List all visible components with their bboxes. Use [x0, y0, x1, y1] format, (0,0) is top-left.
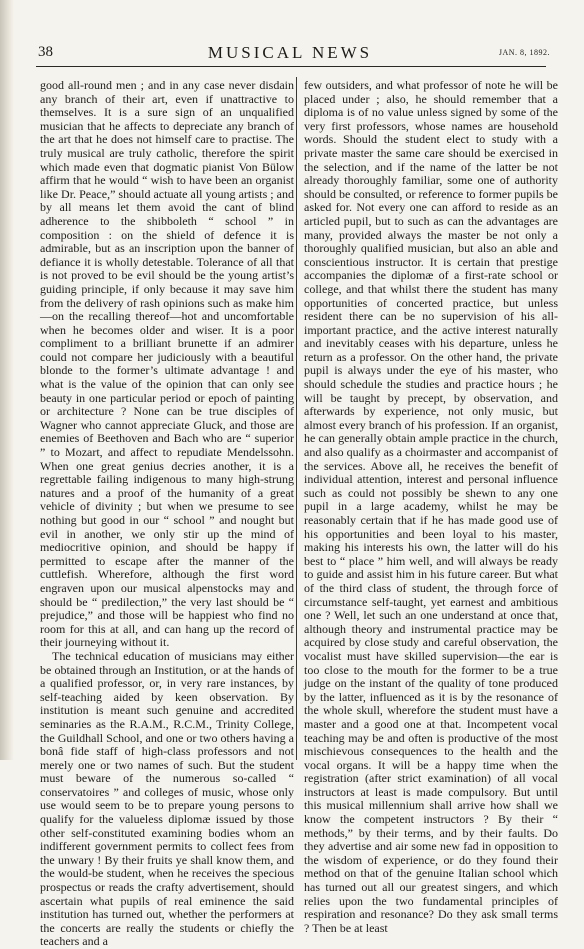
page-number: 38: [38, 44, 53, 60]
left-paragraph-2: The technical education of musicians may either be obtained through an Institution, or at the hands of a qualified professor, or, in very rare instances, by self-teaching aided by keen observation. By institution is meant such genuine and accredited seminaries as the R.A.M., R.C.M., Trinity College, the Guildhall School, and one or two others having a bonâ fide staff of high-class professors and not merely one or two names of such. But the student must beware of the numerous so-called “ conservatoires ” and colleges of music, whose only use would seem to be to prepare young persons to qualify for the valueless diplomæ issued by those other self-constituted examining bodies whom an indifferent government permits to collect fees from the unwary ! By their fruits ye shall know them, and the would-be student, when he receives the specious prospectus or reads the crafty advertisement, should ascertain what pupils of real eminence the said institution has turned out, whether the performers at the concerts are really the students or chiefly the teachers and a: [40, 648, 294, 949]
right-column: [304, 78, 558, 935]
left-column: [40, 78, 294, 949]
issue-date: JAN. 8, 1892.: [498, 48, 550, 57]
page-header: [30, 42, 550, 66]
running-title: MUSICAL NEWS: [207, 43, 373, 62]
binding-spine-shadow: [0, 0, 14, 760]
left-paragraph-1: good all-round men ; and in any case never disdain any branch of their art, even if unattractive to themselves. It is a sure sign of an unqualified musician that he affects to depreciate any branch of the art that he does not himself care to practise. The truly musical are truly catholic, therefore the spirit which made even that dogmatic pianist Von Bülow affirm that he would “ wish to have been an organist like Dr. Peace,” should actuate all young artists ; and by all means let them avoid the cant of blind adherence to the shibboleth “ school ” in composition : on the shield of defence it is admirable, but as an inscription upon the banner of defiance it is wholly detestable. Tolerance of all that is not proved to be evil should be the young artist’s guiding principle, if only because it may save him from the delivery of rash opinions such as make him—on the recalling thereof—hot and uncomfortable when he becomes older and wiser. It is a poor compliment to a brilliant brunette if an admirer could not compare her judiciously with a beautiful blonde to the former’s ultimate advantage ! and what is the value of the opinion that can only see beauty in one particular period or epoch of painting or architecture ? None can be true disciples of Wagner who cannot appreciate Gluck, and those are enemies of Beethoven and Bach who are “ superior ” to Mozart, and affect to repudiate Mendelssohn. When one great genius decries another, it is a regrettable failing indigenous to many high-strung natures and a proof of the humanity of a great vehicle of divinity ; but when we presume to see nothing but good in our “ school ” and nought but evil in another, we only stir up the mind of mediocritive opinion, and should be happy if permitted to escape after the manner of the cuttlefish. Wherefore, although the first word engraven upon our musical alpenstocks may and should be “ predilection,” the very last should be “ prejudice,” and those will be happiest who find no room for this at all, and can hang up the record of their journeying without it.: [40, 78, 294, 650]
column-divider: [296, 77, 297, 760]
header-rule: [36, 66, 546, 67]
right-paragraph-1: few outsiders, and what professor of note he will be placed under ; also, he should remember that a diploma is of no value unless signed by some of the very first professors, whose names are household words. Should the student elect to study with a private master the same care should be exercised in the selection, and if the name of the latter be not already thoroughly familiar, some one of authority should be consulted, or reference to former pupils be asked for. Not every one can afford to reside as an articled pupil, but to such as can the advantages are many, provided always the master be not only a thoroughly qualified musician, but also an able and conscientious instructor. It is certain that prestige accompanies the diplomæ of a first-rate school or college, and that whilst there the student has many opportunities of concerted practice, but unless resident there can be no supervision of his all-important practice, and the active interest naturally and inevitably ceases with his departure, unless he return as a professor. On the other hand, the private pupil is always under the eye of his master, who should schedule the studies and practice hours ; he will be taught by precept, by observation, and afterwards by experience, not only music, but almost every branch of his profession. If an organist, he can generally obtain ample practice in the church, and also qualify as a choirmaster and accompanist of the services. Above all, he receives the benefit of individual attention, interest and personal influence such as could not possibly be shewn to any one pupil in a large academy, whilst he may be reasonably certain that if he has made good use of his opportunities and been loyal to his master, making his interests his own, the latter will do his best to “ place ” him well, and will always be ready to guide and assist him in his future career. But what of the third class of student, the through force of circumstance self-taught, yet earnest and ambitious one ? Well, let such an one understand at once that, although theory and instrumental practice may be acquired by close study and careful observation, the vocalist must have skilled supervision—the ear is too close to the mouth for the former to be a true judge on the instant of the quality of tone produced by the latter, influenced as it is by the resonance of the whole skull, wherefore the student must have a master and a good one at that. Incompetent vocal teaching may be and often is productive of the most mischievous consequences to the health and the vocal organs. It will be a happy time when the registration (after strict examination) of all vocal instructors at least is made compulsory. But until this musical millennium shall arrive how shall we know the competent instructors ? By their “ methods,” by their terms, and by their faults. Do they advertise and air some new fad in opposition to the wisdom of experience, or do they found their method on that of the genuine Italian school which has turned out all our greatest singers, and which relies upon the two fundamental principles of respiration and resonance? Do they ask small terms ? Then be at least: [304, 78, 558, 935]
